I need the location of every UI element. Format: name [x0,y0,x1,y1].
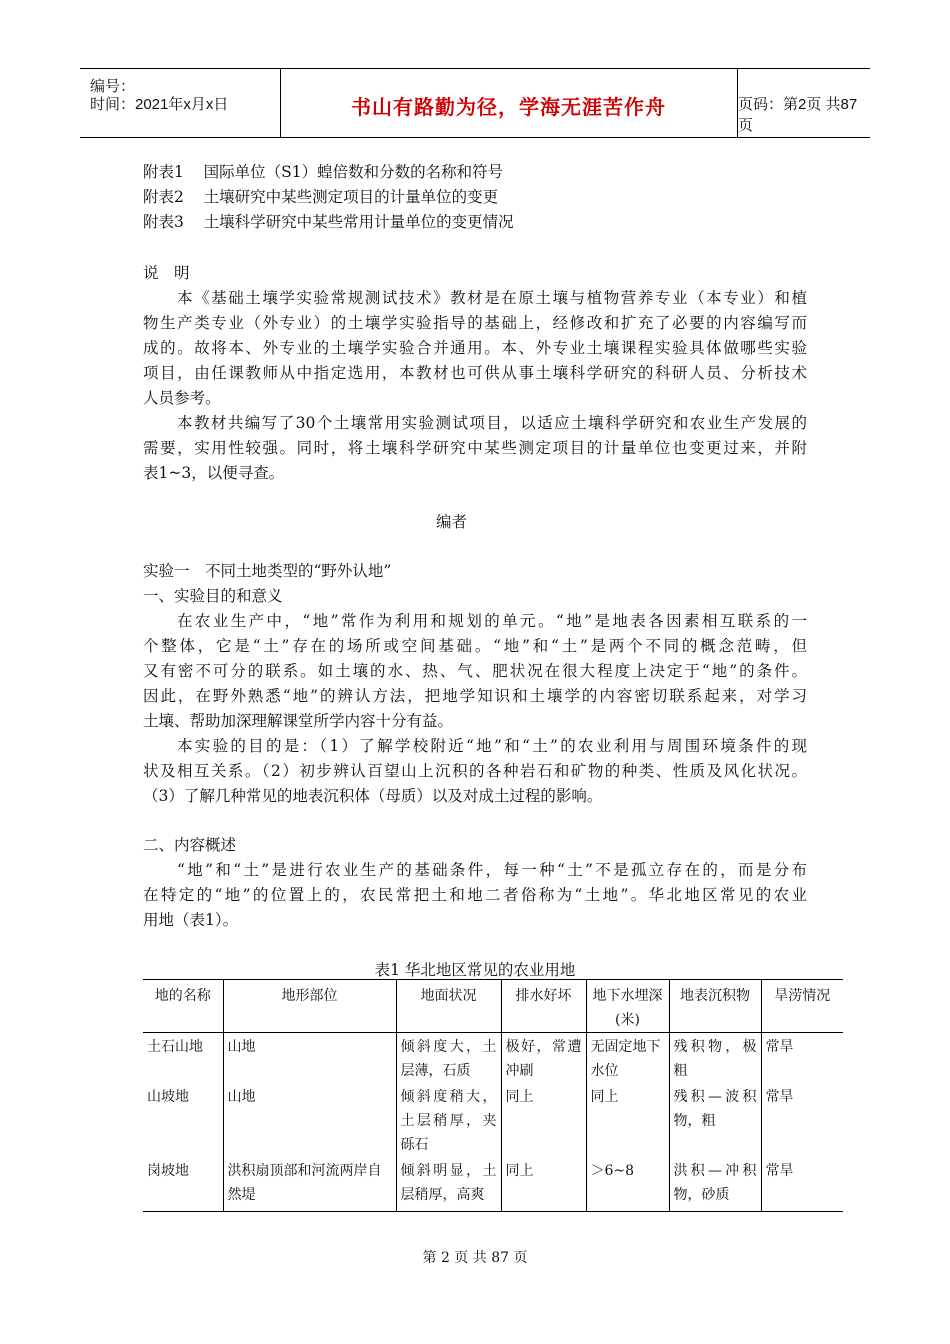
explain-p2-line3: 表1~3，以便寻查。 [143,464,285,482]
section-1-heading: 一、实验目的和意义 [143,587,283,605]
header-motto-cell [280,69,738,137]
table-row [143,1033,843,1084]
table-cell: 山地 [223,1033,396,1084]
appendix-item-1: 附表1 国际单位（S1）蝗倍数和分数的名称和符号 [143,163,504,181]
table-cell: 无固定地下水位 [586,1033,669,1084]
table-header-row [143,980,843,1033]
appendix-item-3: 附表3 土壤科学研究中某些常用计量单位的变更情况 [143,213,514,231]
table-cell: 洪积—冲积物，砂质 [669,1157,761,1212]
appendix-item-2: 附表2 土壤研究中某些测定项目的计量单位的变更 [143,188,499,206]
section-2-heading: 二、内容概述 [143,836,237,854]
table-cell: ＞6~8 [586,1157,669,1212]
table-cell: 倾斜度大，土层薄，石质 [396,1033,501,1084]
editor-signature: 编者 [436,513,468,531]
table-cell: 同上 [586,1083,669,1157]
explain-p1-line1: 本《基础土壤学实验常规测试技术》教材是在原土壤与植物营养专业（本专业）和植 [177,289,807,307]
table-header-cell: 地表沉积物 [669,980,761,1033]
table-cell: 倾斜明显，土层稍厚，高爽 [396,1157,501,1212]
table-cell: 土石山地 [147,1039,203,1055]
explain-heading: 说 明 [143,264,190,282]
motto: 书山有路勤为径，学海无涯苦作舟 [351,95,666,119]
table-cell: 极好，常遭冲刷 [501,1033,586,1084]
page-footer: 第 2 页 共 87 页 [422,1250,528,1266]
table-cell: 常旱 [761,1083,843,1157]
table-cell: 洪积扇顶部和河流两岸自然堤 [223,1157,396,1212]
exp-p1-line4: 因此，在野外熟悉“地”的辨认方法，把地学知识和土壤学的内容密切联系起来，对学习 [143,687,807,705]
table-row [143,1157,843,1212]
code-label: 编号： [90,78,136,95]
exp-p2-line1: 本实验的目的是：（1）了解学校附近“地”和“土”的农业利用与周围环境条件的现 [177,737,807,755]
table-cell: 同上 [501,1083,586,1157]
explain-p1-line2: 物生产类专业（外专业）的土壤学实验指导的基础上，经修改和扩充了必要的内容编写而 [143,314,807,332]
table-cell: 常旱 [761,1033,843,1084]
page-header [80,68,870,138]
exp-p1-line5: 土壤、帮助加深理解课堂所学内容十分有益。 [143,712,454,730]
exp-p3-line2: 在特定的“地”的位置上的，农民常把土和地二者俗称为“土地”。华北地区常见的农业 [143,886,807,904]
table-header-cell: 旱涝情况 [761,980,843,1033]
explain-p1-line4: 项目，由任课教师从中指定选用，本教材也可供从事土壤科学研究的科研人员、分析技术 [143,364,807,382]
exp-p1-line1: 在农业生产中，“地”常作为利用和规划的单元。“地”是地表各因素相互联系的一 [177,612,807,630]
exp-p1-line3: 又有密不可分的联系。如土壤的水、热、气、肥状况在很大程度上决定于“地”的条件。 [143,662,807,680]
table-cell: 残积—波积物，粗 [669,1083,761,1157]
table-header-cell: 地的名称 [143,980,223,1033]
exp-p2-line3: （3）了解几种常见的地表沉积体（母质）以及对成土过程的影响。 [143,787,603,805]
exp-p1-line2: 个整体，它是“土”存在的场所或空间基础。“地”和“土”是两个不同的概念范畴，但 [143,637,807,655]
table-cell: 岗坡地 [143,1157,223,1212]
exp-p3-line1: “地”和“土”是进行农业生产的基础条件，每一种“土”不是孤立存在的，而是分布 [177,861,807,879]
table-cell: 残积物，极粗 [669,1033,761,1084]
header-meta-cell [80,69,281,137]
exp-p2-line2: 状及相互关系。（2）初步辨认百望山上沉积的各种岩石和矿物的种类、性质及风化状况。 [143,762,807,780]
experiment-title: 实验一 不同土地类型的“野外认地” [143,562,392,580]
table-caption: 表1 华北地区常见的农业用地 [374,961,576,979]
date-label: 时间：2021年x月x日 [90,96,229,113]
explain-p1-line3: 成的。故将本、外专业的土壤学实验合并通用。本、外专业土壤课程实验具体做哪些实验 [143,339,807,357]
table-header-cell: 地下水埋深(米) [586,980,669,1033]
explain-p1-line5: 人员参考。 [143,389,221,407]
explain-p2-line1: 本教材共编写了30个土壤常用实验测试项目，以适应土壤科学研究和农业生产发展的 [177,414,807,432]
table-cell: 倾斜度稍大，土层稍厚，夹砾石 [396,1083,501,1157]
table-header-cell: 排水好坏 [501,980,586,1033]
table-cell: 同上 [501,1157,586,1212]
table-row [143,1083,843,1157]
explain-p2-line2: 需要，实用性较强。同时，将土壤科学研究中某些测定项目的计量单位也变更过来，并附 [143,439,807,457]
table-cell: 常旱 [761,1157,843,1212]
table-cell: 山地 [223,1083,396,1157]
page-number-label: 页码：第2页 共87页 [738,96,858,134]
table-cell: 山坡地 [147,1089,189,1105]
table-header-cell: 地形部位 [223,980,396,1033]
table-header-cell: 地面状况 [396,980,501,1033]
exp-p3-line3: 用地（表1）。 [143,911,239,929]
farmland-table [143,979,843,1212]
